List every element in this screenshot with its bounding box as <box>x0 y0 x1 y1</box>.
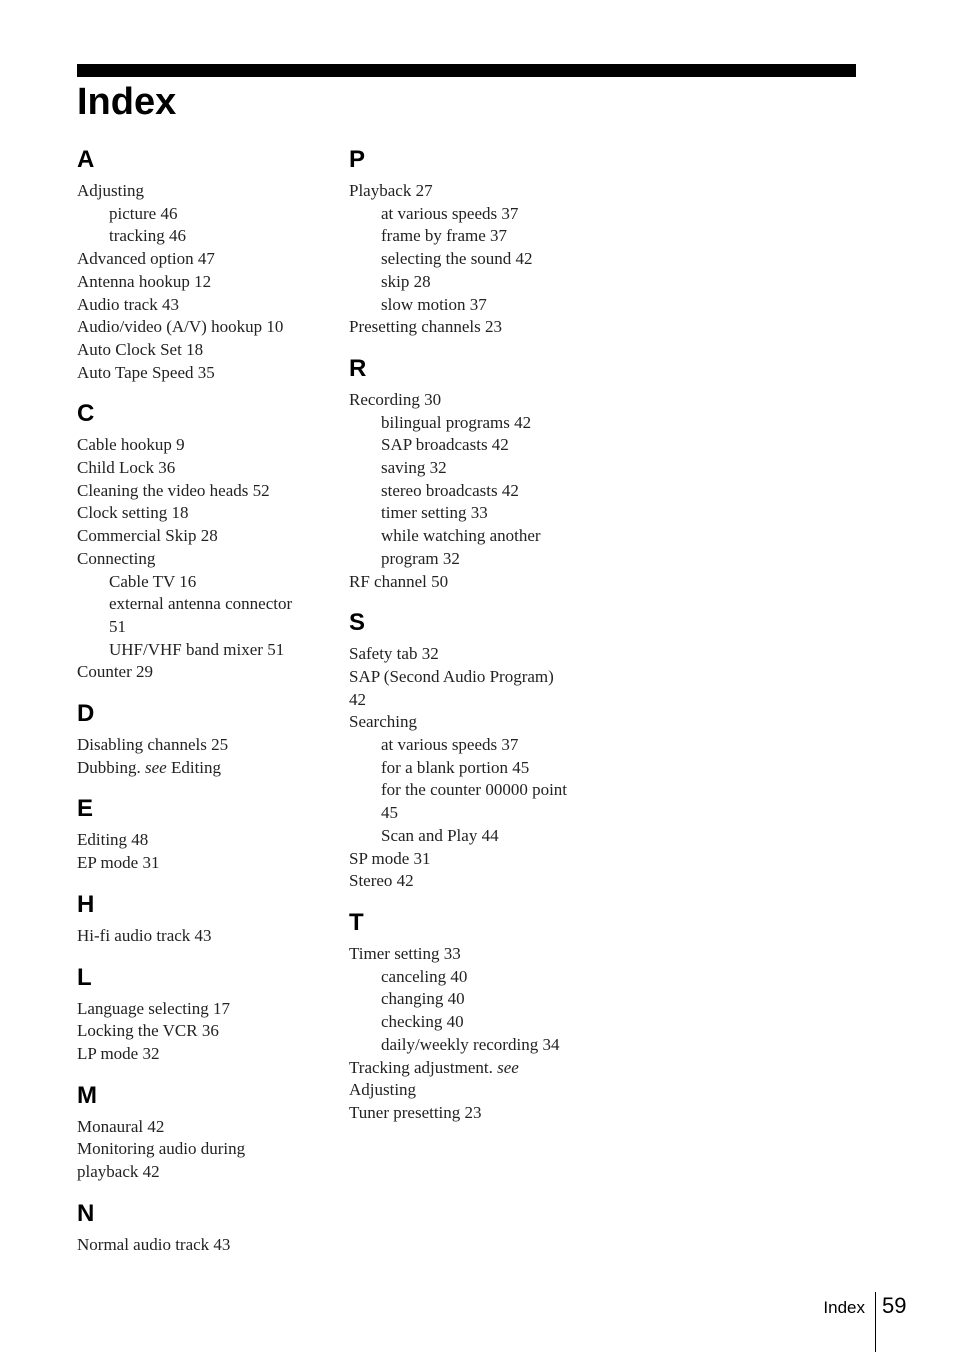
entry-text: daily/weekly recording 34 <box>381 1034 560 1054</box>
index-section-e <box>77 789 317 874</box>
entry-text: frame by frame 37 <box>381 226 508 246</box>
entry-text: Auto Clock Set 18 <box>77 339 204 359</box>
entry-text: Recording 30 <box>349 389 442 409</box>
entry-text: 45 <box>381 803 398 823</box>
entry-text: bilingual programs 42 <box>381 412 532 432</box>
index-entry <box>349 180 599 203</box>
index-entry <box>77 248 317 271</box>
section-letter: E <box>77 795 94 823</box>
index-entry <box>77 316 317 339</box>
entry-text: Safety tab 32 <box>349 644 439 664</box>
entry-text: slow motion 37 <box>381 294 487 314</box>
section-letter: L <box>77 963 92 991</box>
index-subentry <box>77 571 317 594</box>
entry-text: 51 <box>109 616 126 636</box>
entry-text: Audio track 43 <box>77 294 179 314</box>
entry-text: Monaural 42 <box>77 1116 165 1136</box>
entry-text: Cleaning the video heads 52 <box>77 480 270 500</box>
entry-text: program 32 <box>381 548 460 568</box>
section-letter: N <box>77 1199 95 1227</box>
index-section-m <box>77 1076 317 1184</box>
entry-text: RF channel 50 <box>349 571 449 591</box>
index-entry <box>77 925 317 948</box>
index-entry <box>349 1057 599 1080</box>
index-entry <box>349 316 599 339</box>
entry-text: Hi-fi audio track 43 <box>77 925 212 945</box>
entry-text: 42 <box>349 689 366 709</box>
index-entry <box>77 525 317 548</box>
entry-text: Child Lock 36 <box>77 458 176 478</box>
entry-text: Dubbing. <box>77 757 141 777</box>
index-entry <box>77 1138 317 1161</box>
entry-text: timer setting 33 <box>381 503 488 523</box>
index-entry <box>77 998 317 1021</box>
entry-text: playback 42 <box>77 1162 160 1182</box>
index-subentry <box>349 988 599 1011</box>
index-entry <box>77 502 317 525</box>
index-entry <box>77 457 317 480</box>
entry-text: SP mode 31 <box>349 848 431 868</box>
section-letter: R <box>349 354 367 382</box>
index-subentry <box>349 412 599 435</box>
index-entry <box>77 734 317 757</box>
index-entry <box>77 548 317 571</box>
index-subentry <box>349 203 599 226</box>
index-entry <box>349 848 599 871</box>
index-entry <box>349 1079 599 1102</box>
section-letter: S <box>349 609 366 637</box>
entry-text: Cable hookup 9 <box>77 435 185 455</box>
footer-divider <box>875 1292 876 1352</box>
section-letter: P <box>349 146 366 173</box>
index-subentry <box>349 757 599 780</box>
index-section-a <box>77 140 317 384</box>
index-subentry <box>349 480 599 503</box>
index-subentry <box>349 271 599 294</box>
index-subentry <box>77 593 317 616</box>
entry-text: Monitoring audio during <box>77 1139 246 1159</box>
entry-text: Tuner presetting 23 <box>349 1102 482 1122</box>
index-entry <box>77 1043 317 1066</box>
entry-text: Audio/video (A/V) hookup 10 <box>77 317 284 337</box>
index-section-c <box>77 394 317 684</box>
index-subentry <box>77 616 317 639</box>
entry-text: Playback 27 <box>349 181 433 200</box>
see-target: Editing <box>170 757 222 777</box>
index-entry <box>349 666 599 689</box>
index-section-h <box>77 885 317 948</box>
entry-text: tracking 46 <box>109 226 186 246</box>
index-entry <box>77 180 317 203</box>
index-entry <box>349 389 599 412</box>
index-subentry <box>349 802 599 825</box>
section-letter: H <box>77 890 95 918</box>
entry-text: Clock setting 18 <box>77 503 189 523</box>
entry-text: stereo broadcasts 42 <box>381 480 519 500</box>
section-letter: C <box>77 400 95 428</box>
index-entry <box>77 434 317 457</box>
index-section-s <box>349 603 599 893</box>
index-entry <box>77 1234 317 1257</box>
entry-text: checking 40 <box>381 1012 464 1032</box>
entry-text: Antenna hookup 12 <box>77 271 212 291</box>
index-subentry <box>77 203 317 226</box>
index-section-r <box>349 349 599 593</box>
page-number: 59 <box>882 1293 907 1318</box>
index-section-p <box>349 140 599 339</box>
index-entry <box>77 480 317 503</box>
entry-text: skip 28 <box>381 271 431 291</box>
index-subentry <box>349 548 599 571</box>
index-entry <box>349 711 599 734</box>
entry-text: saving 32 <box>381 458 447 478</box>
entry-text: for a blank portion 45 <box>381 757 530 777</box>
entry-text: external antenna connector <box>109 594 293 614</box>
index-entry <box>77 294 317 317</box>
page-title: Index <box>77 81 177 123</box>
index-subentry <box>349 1011 599 1034</box>
index-subentry <box>349 525 599 548</box>
entry-text: at various speeds 37 <box>381 203 519 223</box>
entry-text: selecting the sound 42 <box>381 249 533 269</box>
index-section-n <box>77 1194 317 1257</box>
entry-text: Normal audio track 43 <box>77 1234 231 1254</box>
footer-section-label: Index <box>823 1298 865 1317</box>
index-entry <box>77 271 317 294</box>
index-subentry <box>349 779 599 802</box>
entry-text: while watching another <box>381 526 541 546</box>
entry-text: Adjusting <box>349 1080 417 1100</box>
entry-text: EP mode 31 <box>77 853 160 873</box>
index-column-right <box>349 140 599 1135</box>
index-entry <box>77 339 317 362</box>
entry-text: Presetting channels 23 <box>349 317 502 337</box>
index-subentry <box>77 225 317 248</box>
see-reference: see <box>497 1057 519 1077</box>
entry-text: Searching <box>349 712 417 732</box>
index-subentry <box>349 825 599 848</box>
index-column-left <box>77 140 317 1267</box>
index-entry <box>77 661 317 684</box>
title-rule <box>77 64 856 77</box>
index-entry <box>77 362 317 385</box>
entry-text: Editing 48 <box>77 830 149 850</box>
index-section-d <box>77 694 317 779</box>
entry-text: Tracking adjustment. <box>349 1057 493 1077</box>
entry-text: Scan and Play 44 <box>381 825 499 845</box>
index-subentry <box>349 294 599 317</box>
index-subentry <box>77 639 317 662</box>
index-subentry <box>349 457 599 480</box>
entry-text: for the counter 00000 point <box>381 780 568 800</box>
entry-text: picture 46 <box>109 203 178 223</box>
index-entry <box>349 689 599 712</box>
index-subentry <box>349 434 599 457</box>
entry-text: Connecting <box>77 548 156 568</box>
entry-text: at various speeds 37 <box>381 735 519 755</box>
index-entry <box>77 829 317 852</box>
entry-text: Auto Tape Speed 35 <box>77 362 215 382</box>
entry-text: Stereo 42 <box>349 871 414 891</box>
entry-text: changing 40 <box>381 989 465 1009</box>
index-subentry <box>349 248 599 271</box>
entry-text: Disabling channels 25 <box>77 735 229 755</box>
index-entry <box>349 643 599 666</box>
index-entry <box>349 870 599 893</box>
entry-text: Counter 29 <box>77 662 154 682</box>
index-section-l <box>77 958 317 1066</box>
index-subentry <box>349 1034 599 1057</box>
entry-text: Advanced option 47 <box>77 249 215 269</box>
index-entry <box>349 943 599 966</box>
entry-text: canceling 40 <box>381 966 468 986</box>
index-section-t <box>349 903 599 1125</box>
section-letter: D <box>77 700 95 728</box>
entry-text: UHF/VHF band mixer 51 <box>109 639 285 659</box>
entry-text: Commercial Skip 28 <box>77 526 218 546</box>
entry-text: Cable TV 16 <box>109 571 197 591</box>
entry-text: LP mode 32 <box>77 1043 160 1063</box>
section-letter: A <box>77 146 95 173</box>
index-subentry <box>349 734 599 757</box>
section-letter: M <box>77 1081 97 1109</box>
entry-text: Adjusting <box>77 181 145 200</box>
section-letter: T <box>349 908 364 936</box>
index-entry <box>77 852 317 875</box>
index-entry <box>349 1102 599 1125</box>
entry-text: Timer setting 33 <box>349 943 461 963</box>
index-entry <box>77 1116 317 1139</box>
index-entry <box>77 757 317 780</box>
entry-text: Language selecting 17 <box>77 998 230 1018</box>
index-entry <box>77 1161 317 1184</box>
entry-text: SAP broadcasts 42 <box>381 435 509 455</box>
index-subentry <box>349 502 599 525</box>
see-reference: see <box>145 757 167 777</box>
entry-text: SAP (Second Audio Program) <box>349 666 554 686</box>
index-subentry <box>349 225 599 248</box>
index-entry <box>77 1020 317 1043</box>
entry-text: Locking the VCR 36 <box>77 1021 219 1041</box>
index-subentry <box>349 966 599 989</box>
index-entry <box>349 571 599 594</box>
